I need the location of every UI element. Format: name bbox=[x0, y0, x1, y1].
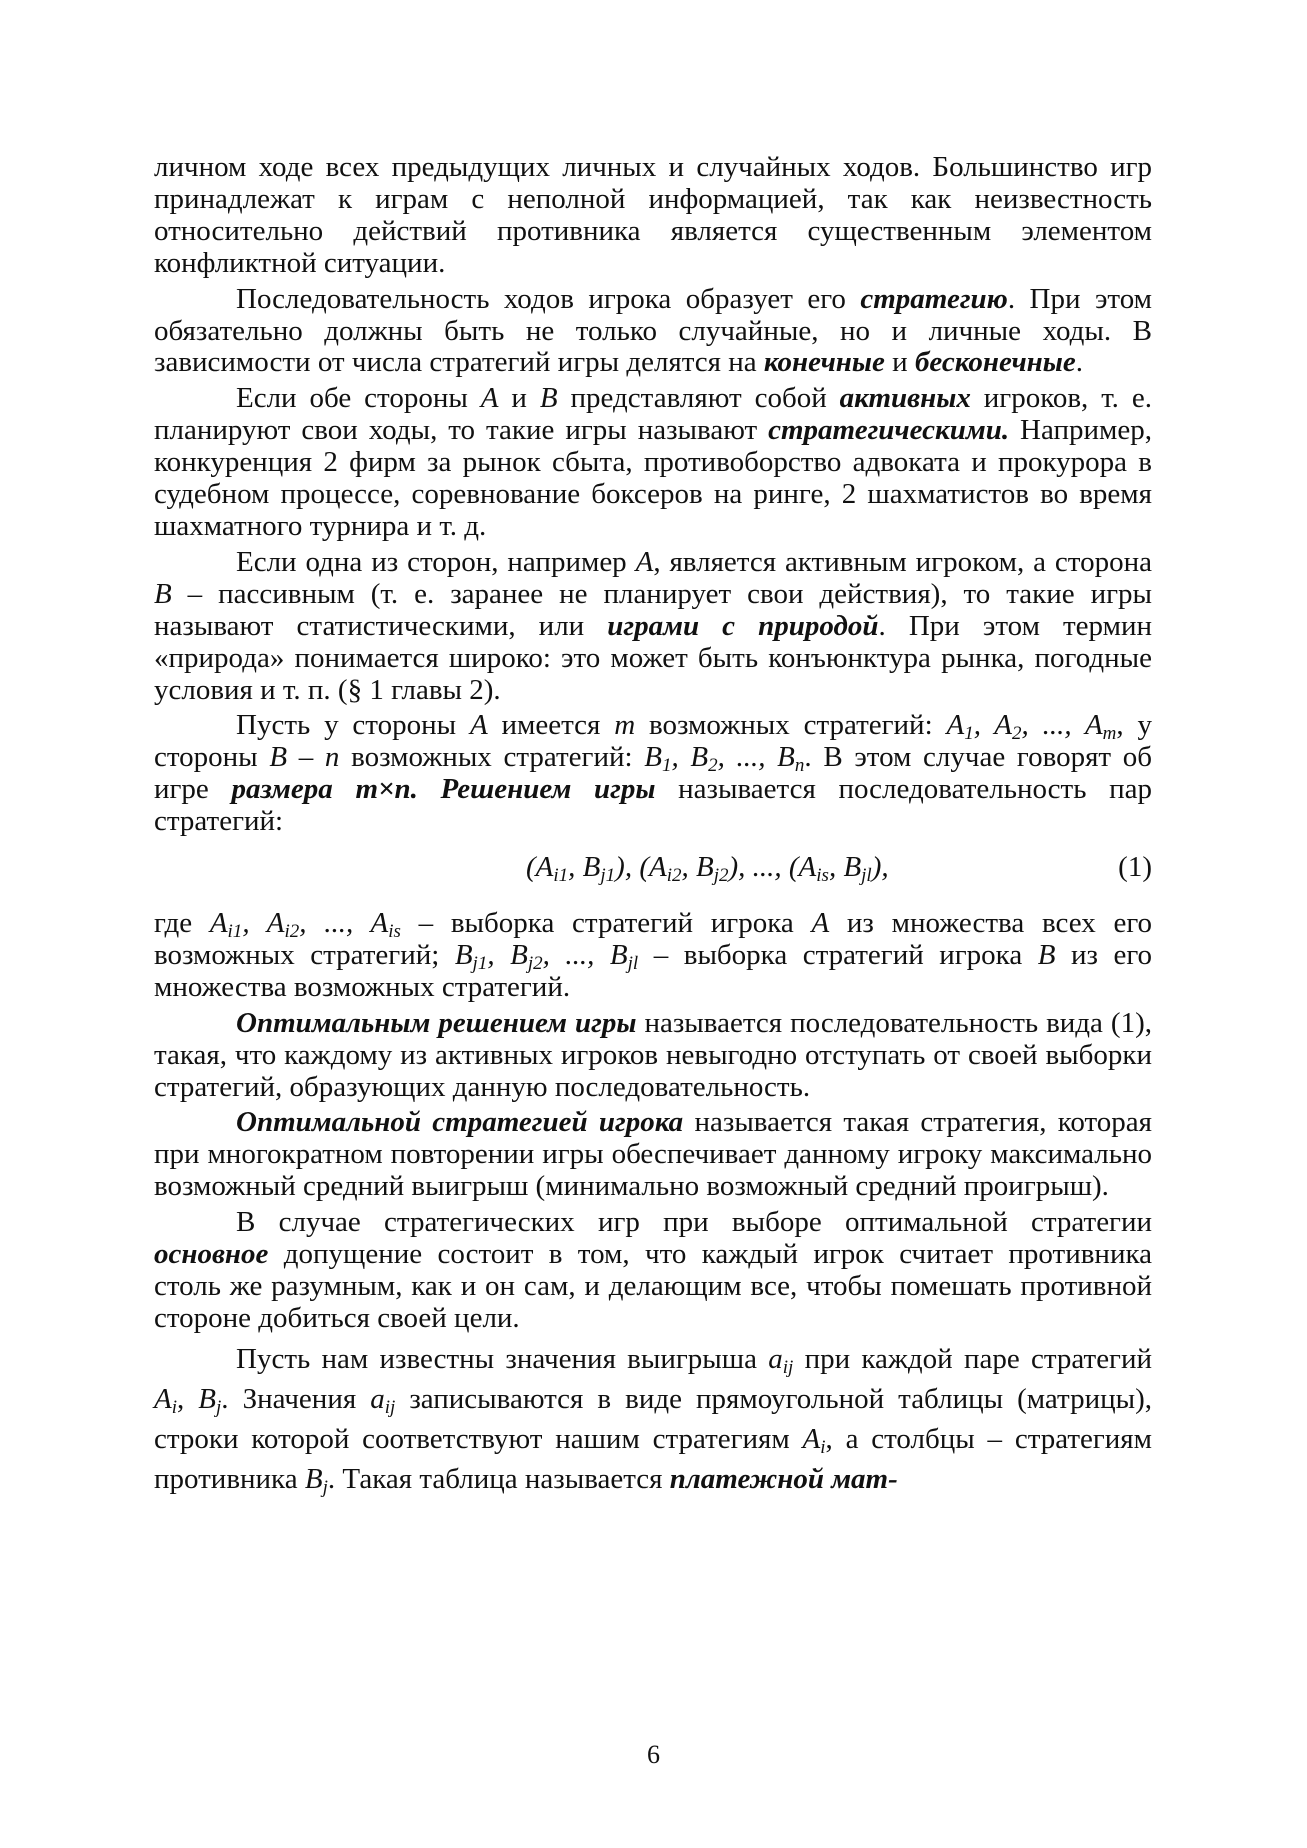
text: Пусть у стороны bbox=[236, 709, 470, 742]
subscript: 1 bbox=[964, 723, 974, 745]
formula-part: B bbox=[304, 1462, 323, 1495]
subscript: j bbox=[216, 1396, 222, 1418]
text: В случае стратегических игр при выборе оптимальной стратегии bbox=[236, 1206, 1152, 1239]
formula-part: A bbox=[946, 709, 965, 742]
formula-part: ), ..., (A bbox=[728, 851, 817, 884]
subscript: i1 bbox=[227, 921, 243, 943]
text: . В этом случае говорят об игре bbox=[154, 741, 1153, 806]
text: называется последовательность вида (1), такая, что каждому из активных игроков невыгодно отступать от своей выборки стратегий, образующих данную последовательность. bbox=[154, 1006, 1152, 1103]
formula-part: a bbox=[370, 1382, 385, 1415]
text: . При этом термин «природа» понимается широко: это может быть конъюнктура рынка, погодные условия и т. п. (§ 1 главы 2). bbox=[154, 609, 1153, 706]
text: называется последовательность пар стратегий: bbox=[154, 773, 1153, 838]
variable: B bbox=[154, 577, 172, 610]
formula-part: , A bbox=[973, 709, 1013, 742]
text: возможных стратегий: bbox=[339, 741, 645, 774]
text: имеется bbox=[487, 709, 615, 742]
text: из его множества возможных стратегий. bbox=[154, 938, 1153, 1003]
subscript: i1 bbox=[553, 865, 569, 887]
text: – bbox=[287, 741, 325, 774]
text: и bbox=[498, 382, 540, 415]
text: Если одна из сторон, например bbox=[236, 545, 636, 578]
text: – пассивным (т. е. заранее не планирует свои действия), то такие игры называют статистическими, или bbox=[154, 577, 1152, 642]
subscript: is bbox=[388, 921, 401, 943]
subscript: n bbox=[794, 755, 805, 777]
paragraph-3 bbox=[154, 383, 1152, 543]
paragraph-8 bbox=[154, 1107, 1152, 1203]
formula-number: (1) bbox=[1118, 851, 1152, 884]
formula-part: A bbox=[209, 907, 228, 940]
text: представляют собой bbox=[557, 382, 840, 415]
term-games-with-nature: играми с природой bbox=[607, 609, 879, 642]
paragraph-2 bbox=[154, 284, 1152, 380]
page-number: 6 bbox=[647, 1740, 660, 1769]
subscript: 1 bbox=[661, 755, 672, 777]
paragraph-5 bbox=[154, 710, 1152, 838]
subscript: m bbox=[1102, 723, 1117, 745]
paragraph-4 bbox=[154, 547, 1152, 707]
formula-part: , B bbox=[828, 851, 862, 884]
formula-part: B bbox=[454, 938, 473, 971]
term-payoff-matrix: платежной мат- bbox=[669, 1462, 898, 1495]
subscript: j1 bbox=[472, 952, 488, 974]
paragraph-10 bbox=[154, 1339, 1152, 1499]
text: записываются в виде прямоугольной таблицы (матрицы), строки которой соответствуют нашим стратегиям bbox=[154, 1382, 1153, 1455]
variable: B bbox=[269, 741, 288, 774]
term-active: активных bbox=[839, 382, 971, 415]
formula-part: , ..., B bbox=[717, 741, 795, 774]
text: , bbox=[177, 1382, 199, 1415]
term-optimal-strategy: Оптимальной стратегией игрока bbox=[236, 1106, 684, 1139]
variable: B bbox=[539, 382, 558, 415]
variable: m bbox=[614, 709, 636, 742]
text: , является активным игроком, а сторона bbox=[653, 545, 1152, 578]
formula-1 bbox=[154, 852, 1152, 888]
subscript: i2 bbox=[666, 865, 682, 887]
formula-part: , A bbox=[242, 907, 285, 940]
subscript: ij bbox=[384, 1396, 396, 1418]
subscript: j2 bbox=[713, 865, 729, 887]
term-game-size-solution: размера m×n. Решением игры bbox=[231, 773, 656, 806]
text: . Значения bbox=[221, 1382, 371, 1415]
text: , а столбцы – стратегиям противника bbox=[154, 1422, 1152, 1495]
variable: B bbox=[1037, 938, 1056, 971]
subscript: jl bbox=[627, 952, 639, 974]
formula-part: , B bbox=[681, 851, 714, 884]
text: . Такая таблица называется bbox=[327, 1462, 670, 1495]
text: игроков, т. е. планируют свои ходы, то такие игры называют bbox=[154, 382, 1152, 447]
formula-part: , B bbox=[671, 741, 709, 774]
text: – выборка стратегий игрока bbox=[638, 938, 1038, 971]
subscript: j bbox=[322, 1476, 328, 1498]
paragraph-9 bbox=[154, 1207, 1152, 1335]
subscript: 2 bbox=[1012, 723, 1022, 745]
paragraph-1 bbox=[154, 152, 1152, 280]
text: Если обе стороны bbox=[236, 382, 481, 415]
variable: A bbox=[480, 382, 499, 415]
subscript: i bbox=[820, 1436, 826, 1458]
text: возможных стратегий: bbox=[635, 709, 947, 742]
text: . bbox=[1075, 346, 1084, 379]
formula-part: ), (A bbox=[615, 851, 667, 884]
formula-part: , ..., A bbox=[299, 907, 389, 940]
text: где bbox=[154, 907, 210, 940]
paragraph-7 bbox=[154, 1008, 1152, 1104]
subscript: jl bbox=[861, 865, 872, 887]
text: называется такая стратегия, которая при многократном повторении игры обеспечивает данному игроку максимально возможный средний выигрыш (минимально возможный средний проигрыш). bbox=[154, 1106, 1153, 1203]
subscript: i bbox=[171, 1396, 177, 1418]
variable: n bbox=[324, 741, 340, 774]
formula-part: , B bbox=[568, 851, 601, 884]
text: Например, конкуренция 2 фирм за рынок сбыта, противоборство адвоката и прокурора в судебном процессе, соревнование боксеров на ринге, 2 шахматистов во время шахматного турнира и т. д. bbox=[154, 414, 1152, 542]
variable: A bbox=[635, 545, 654, 578]
formula-part: , B bbox=[487, 938, 528, 971]
formula-part: A bbox=[802, 1422, 821, 1455]
text: допущение состоит в том, что каждый игрок считает противника столь же разумным, как и он сам, и делающим все, чтобы помешать противной стороне добиться своей цели. bbox=[154, 1238, 1152, 1334]
text: . При этом обязательно должны быть не только случайные, но и личные ходы. В зависимости от числа стратегий игры делятся на bbox=[154, 282, 1153, 379]
subscript: ij bbox=[782, 1356, 794, 1378]
formula-part: a bbox=[768, 1342, 783, 1375]
formula-part: , ..., B bbox=[542, 938, 628, 971]
text: и bbox=[884, 346, 915, 379]
text: при каждой паре стратегий bbox=[793, 1342, 1152, 1375]
paragraph-6 bbox=[154, 908, 1152, 1004]
text: личном ходе всех предыдущих личных и случайных ходов. Большинство игр принадлежат к играм с неполной информацией, так как неизвестность относительно действий противника является существенным элементом конфликтной ситуации. bbox=[154, 151, 1152, 279]
variable: A bbox=[811, 907, 830, 940]
term-infinite: бесконечные bbox=[914, 346, 1076, 379]
formula-part: B bbox=[198, 1382, 217, 1415]
text: из множества всех его возможных стратегий; bbox=[154, 907, 1152, 971]
formula-part: B bbox=[644, 741, 662, 774]
subscript: is bbox=[816, 865, 829, 887]
variable: A bbox=[469, 709, 488, 742]
text: – выборка стратегий игрока bbox=[400, 907, 812, 940]
subscript: i2 bbox=[284, 921, 300, 943]
term-optimal-solution: Оптимальным решением игры bbox=[236, 1006, 637, 1039]
subscript: j1 bbox=[600, 865, 616, 887]
text: Последовательность ходов игрока образует его bbox=[236, 282, 861, 315]
formula-part: A bbox=[154, 1382, 172, 1415]
text: , у стороны bbox=[154, 709, 1153, 774]
formula-part: ), bbox=[871, 851, 889, 884]
formula-part: (A bbox=[526, 851, 554, 884]
page-body bbox=[154, 152, 1152, 1499]
term-strategy: стратегию bbox=[860, 282, 1008, 315]
term-basic: основное bbox=[154, 1238, 269, 1271]
text: Пусть нам известны значения выигрыша bbox=[236, 1342, 769, 1375]
formula-expression bbox=[526, 851, 889, 887]
subscript: 2 bbox=[708, 755, 718, 777]
term-strategic: стратегическими. bbox=[768, 414, 1010, 447]
term-finite: конечные bbox=[763, 346, 885, 379]
subscript: j2 bbox=[527, 952, 543, 974]
formula-part: , ..., A bbox=[1021, 709, 1103, 742]
